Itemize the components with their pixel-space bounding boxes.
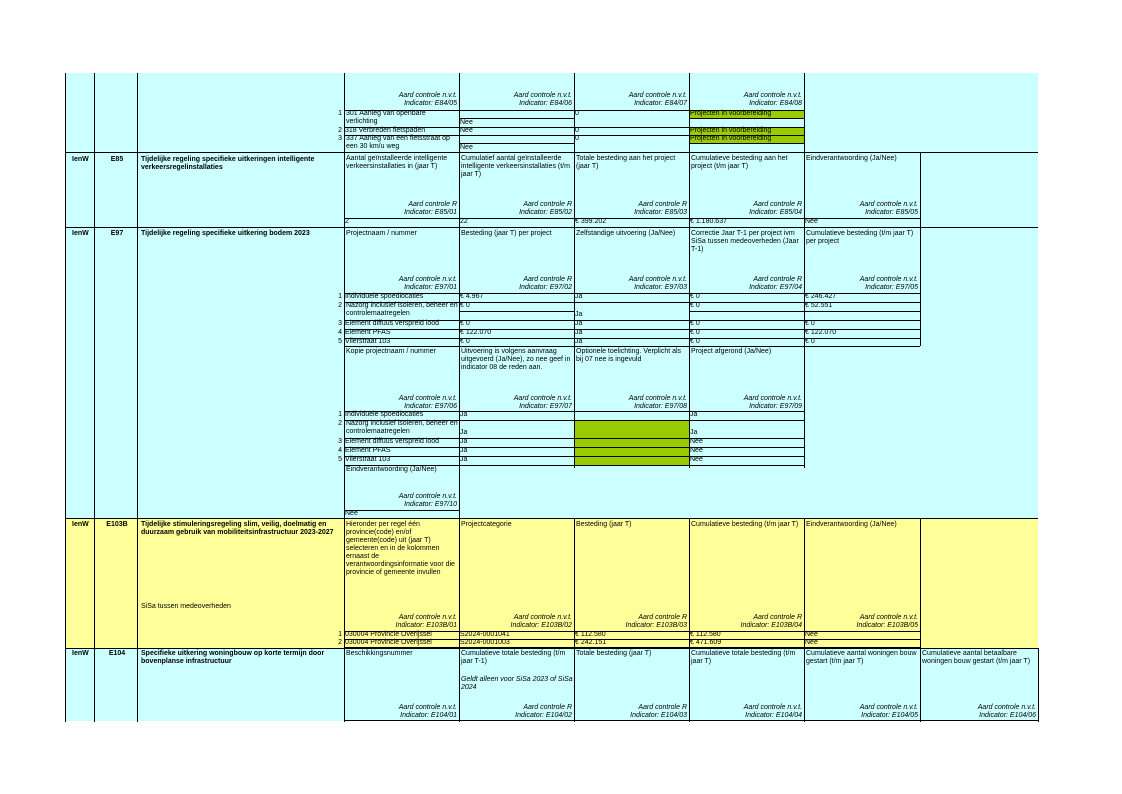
e85-value[interactable]: 22 <box>460 218 468 225</box>
e97-indicator-code: Indicator: E97/08 <box>634 403 687 410</box>
e97-value[interactable]: Ja <box>575 329 583 336</box>
e104-indicator-code: Indicator: E104/05 <box>861 712 918 719</box>
grid-hline <box>459 143 574 144</box>
e103b-indicator-code: Indicator: E103B/01 <box>395 622 457 629</box>
row-number: 3 <box>338 438 342 445</box>
e85-indicator-code: Indicator: E85/03 <box>634 209 687 216</box>
e97-value[interactable]: Ja <box>690 411 698 418</box>
e103b-value[interactable]: Nee <box>805 631 818 638</box>
row-number: 2 <box>338 127 342 134</box>
section-divider <box>65 648 1038 649</box>
e84-project-name[interactable]: 318 Verbreden fietspaden <box>345 127 426 134</box>
row-number: 3 <box>338 320 342 327</box>
e97-indicator-code: Indicator: E97/06 <box>404 403 457 410</box>
e104-indicator-code: Indicator: E104/06 <box>979 712 1036 719</box>
e103b-column-header: Projectcategorie <box>461 521 512 528</box>
dept-code: IenW <box>72 230 89 237</box>
regulation-code: E85 <box>110 156 124 163</box>
e84-indicator-aard: Aard controle n.v.t. <box>628 92 687 99</box>
e97-value[interactable]: Nee <box>690 456 703 463</box>
e85-column-header: Cumulatief aantal geïnstalleerde intelligente verkeersinstallaties (t/m jaar T) <box>461 155 572 178</box>
e84-project-name[interactable]: 337 Aanleg van een fietsstraat op een 30 km/u weg <box>346 135 452 150</box>
e104-indicator-code: Indicator: E104/02 <box>515 712 572 719</box>
e97-value[interactable]: € 0 <box>690 329 700 336</box>
e103b-column-header: Hieronder per regel één provincie(code) en/of gemeente(code) uit (jaar T) selecteren en in de kolommen ernaast de verantwoordingsinformatie voor die provincie of gemeente invullen <box>346 521 457 576</box>
grid-vline <box>1038 648 1039 722</box>
e97-value[interactable]: Nee <box>690 438 703 445</box>
e97-eind-label: Eindverantwoording (Ja/Nee) <box>346 466 437 473</box>
e97-indicator-aard: Aard controle n.v.t. <box>628 276 687 283</box>
e103b-value[interactable]: Nee <box>805 639 818 646</box>
e85-value[interactable]: € 399.202 <box>575 218 607 225</box>
e103b-indicator-aard: Aard controle n.v.t. <box>859 614 918 621</box>
e104-indicator-code: Indicator: E104/01 <box>400 712 457 719</box>
grid-hline <box>344 647 920 648</box>
e97-value[interactable]: € 122.070 <box>460 329 492 336</box>
grid-hline <box>689 143 804 144</box>
e103b-indicator-aard: Aard controle n.v.t. <box>513 614 572 621</box>
e97-value[interactable]: Ja <box>460 429 468 436</box>
dept-code: IenW <box>72 156 89 163</box>
row-number: 4 <box>338 329 342 336</box>
e103b-value[interactable]: S2024-0001041 <box>460 631 510 638</box>
e84-indicator-aard: Aard controle n.v.t. <box>513 92 572 99</box>
e104-indicator-aard: Aard controle n.v.t. <box>859 704 918 711</box>
regulation-code: E97 <box>110 230 124 237</box>
e97-indicator-aard: Aard controle n.v.t. <box>398 276 457 283</box>
e85-indicator-aard: Aard controle R <box>408 201 457 208</box>
e84-indicator-code: Indicator: E84/05 <box>404 100 457 107</box>
e85-indicator-code: Indicator: E85/02 <box>519 209 572 216</box>
e104-indicator-aard: Aard controle n.v.t. <box>743 704 802 711</box>
e104-indicator-aard: Aard controle R <box>638 704 687 711</box>
regulation-title: Tijdelijke regeling specifieke uitkeringen intelligente verkeersregelinstallaties <box>141 156 317 171</box>
e103b-indicator-aard: Aard controle R <box>753 614 802 621</box>
grid-vline <box>804 73 805 152</box>
dept-code: IenW <box>72 521 89 528</box>
e97-indicator-aard: Aard controle n.v.t. <box>743 395 802 402</box>
e97-column-header: Projectnaam / nummer <box>346 230 417 237</box>
grid-hline <box>459 118 574 119</box>
e97-project-name[interactable]: Nazorg inclusief isoleren, beheer en controlemaatregelen <box>346 420 460 435</box>
e103b-value[interactable]: € 112.580 <box>690 631 721 638</box>
e103b-indicator-code: Indicator: E103B/03 <box>625 622 687 629</box>
e97-indicator-aard: Aard controle n.v.t. <box>398 395 457 402</box>
e97-project-name[interactable]: Element diffuus verspreid lood <box>345 438 440 445</box>
grid-vline <box>459 465 460 518</box>
e97-indicator-code: Indicator: E97/03 <box>634 284 687 291</box>
e97-indicator-code: Indicator: E97/09 <box>749 403 802 410</box>
e85-value[interactable]: Nee <box>805 218 818 225</box>
e97-column-header: Project afgerond (Ja/Nee) <box>691 348 772 355</box>
e97-project-name[interactable]: Individuele spoedlocaties <box>345 293 424 300</box>
e103b-value[interactable]: € 112.580 <box>575 631 606 638</box>
e104-note: Geldt alleen voor SiSa 2023 of SiSa 2024 <box>461 676 575 691</box>
e103b-value[interactable]: € 242.151 <box>575 639 607 646</box>
e97-column-header: Optionele toelichting. Verplicht als bij 07 nee is ingevuld <box>576 348 684 363</box>
e97-eind-value[interactable]: Nee <box>345 510 358 517</box>
e104-column-header: Cumulatieve totale besteding (t/m jaar T) <box>691 650 798 665</box>
row-number: 2 <box>338 302 342 309</box>
e84-project-name[interactable]: 301 Aanleg van openbare verlichting <box>346 110 428 125</box>
e97-column-header: Uitvoering is volgens aanvraag uitgevoerd (Ja/Nee), zo nee geef in indicator 08 de reden aan. <box>461 348 573 371</box>
e84-indicator-code: Indicator: E84/07 <box>634 100 687 107</box>
row-number: 5 <box>338 456 342 463</box>
row-number: 1 <box>338 293 342 300</box>
sheet-left-border <box>65 73 66 722</box>
e85-column-header: Eindverantwoording (Ja/Nee) <box>806 155 897 162</box>
e97-indicator-code: Indicator: E97/01 <box>404 284 457 291</box>
regulation-code: E103B <box>106 521 128 528</box>
e97-indicator-aard: Aard controle R <box>753 276 802 283</box>
e104-column-header: Beschikkingsnummer <box>346 650 413 657</box>
e97-value[interactable]: Ja <box>460 447 468 454</box>
column-divider <box>137 73 138 722</box>
sisa-label: SiSa tussen medeoverheden <box>141 603 231 610</box>
e85-indicator-aard: Aard controle n.v.t. <box>859 201 918 208</box>
row-number: 1 <box>338 110 342 117</box>
e104-indicator-aard: Aard controle n.v.t. <box>398 704 457 711</box>
grid-hline <box>689 118 804 119</box>
e84-indicator-aard: Aard controle n.v.t. <box>398 92 457 99</box>
e84-indicator-code: Indicator: E84/08 <box>749 100 802 107</box>
e97-column-header: Zelfstandige uitvoering (Ja/Nee) <box>576 230 676 237</box>
e103b-column-header: Cumulatieve besteding (t/m jaar T) <box>691 521 799 528</box>
e97-value[interactable]: Ja <box>460 438 468 445</box>
dept-code: IenW <box>72 650 89 657</box>
e97-value[interactable]: € 0 <box>460 320 470 327</box>
e97-value[interactable]: € 52.551 <box>805 302 833 309</box>
e84-value[interactable]: Nee <box>460 144 473 151</box>
e97-value[interactable]: Ja <box>575 338 583 345</box>
e84-value[interactable]: 0 <box>575 110 579 117</box>
e84-value[interactable]: 0 <box>575 135 579 142</box>
e85-value[interactable]: € 1.180.637 <box>690 218 727 225</box>
e97-value[interactable]: € 0 <box>460 302 470 309</box>
e104-indicator-code: Indicator: E104/03 <box>630 712 687 719</box>
e97-value[interactable]: Ja <box>575 311 583 318</box>
e85-indicator-code: Indicator: E85/01 <box>404 209 457 216</box>
e104-column-header: Cumulatieve totale besteding (t/m jaar T-1) <box>461 650 568 665</box>
e103b-indicator-aard: Aard controle R <box>638 614 687 621</box>
e97-column-header: Cumulatieve besteding (t/m jaar T) per project <box>806 230 916 245</box>
e97-value[interactable]: € 0 <box>690 293 700 300</box>
row-number: 1 <box>338 411 342 418</box>
e97-value[interactable]: Nee <box>690 447 703 454</box>
e85-indicator-aard: Aard controle R <box>638 201 687 208</box>
grid-hline <box>344 720 1038 721</box>
e103b-indicator-code: Indicator: E103B/02 <box>510 622 572 629</box>
section-divider <box>65 518 1038 519</box>
regulation-title: Tijdelijke stimuleringsregeling slim, veilig, doelmatig en duurzaam gebruik van mobiliteitsinfrastructuur 2023-2027 <box>141 521 334 536</box>
e85-indicator-aard: Aard controle R <box>753 201 802 208</box>
row-number: 2 <box>338 639 342 646</box>
e103b-organisation[interactable]: 030004 Provincie Overijssel <box>345 639 432 646</box>
grid-hline <box>344 346 920 347</box>
e103b-value[interactable]: € 471.609 <box>690 639 722 646</box>
e103b-column-header: Eindverantwoording (Ja/Nee) <box>806 521 897 528</box>
section-e84-block <box>65 73 1038 152</box>
e97-indicator-aard: Aard controle n.v.t. <box>859 276 918 283</box>
e103b-value[interactable]: S2024-0001003 <box>460 639 510 646</box>
row-number: 5 <box>338 338 342 345</box>
e85-indicator-aard: Aard controle R <box>523 201 572 208</box>
e103b-column-header: Besteding (jaar T) <box>576 521 632 528</box>
e97-value[interactable]: Ja <box>460 411 468 418</box>
e97-indicator-aard: Aard controle n.v.t. <box>513 395 572 402</box>
e103b-indicator-code: Indicator: E103B/05 <box>856 622 918 629</box>
e84-status[interactable]: Projecten in voorbereiding <box>690 110 772 117</box>
e104-column-header: Cumulatieve aantal betaalbare woningen bouw gestart (t/m jaar T) <box>922 650 1031 665</box>
e85-column-header: Aantal geïnstalleerde intelligente verkeersinstallaties in (jaar T) <box>346 155 450 170</box>
e104-indicator-code: Indicator: E104/04 <box>745 712 802 719</box>
e97-indicator-aard: Aard controle n.v.t. <box>628 395 687 402</box>
e97-indicator-code: Indicator: E97/05 <box>865 284 918 291</box>
e97-indicator-code: Indicator: E97/04 <box>749 284 802 291</box>
green-highlight-cell <box>575 421 689 465</box>
section-divider <box>65 227 1038 228</box>
grid-vline <box>804 346 805 468</box>
e104-indicator-aard: Aard controle R <box>523 704 572 711</box>
e97-value[interactable]: € 0 <box>690 302 700 309</box>
e97-column-header: Besteding (jaar T) per project <box>461 230 552 237</box>
e85-column-header: Totale besteding aan het project (jaar T) <box>576 155 678 170</box>
row-number: 1 <box>338 631 342 638</box>
e97-value[interactable]: € 246.427 <box>805 293 837 300</box>
e97-project-name[interactable]: Element diffuus verspreid lood <box>345 320 440 327</box>
e97-value[interactable]: € 4.967 <box>460 293 484 300</box>
e97-project-name[interactable]: Nazorg inclusief isoleren, beheer en controlemaatregelen <box>346 302 460 317</box>
regulation-title: Specifieke uitkering woningbouw op korte termijn door bovenplanse infrastructuur <box>141 650 327 665</box>
e97-indicator-code: Indicator: E97/07 <box>519 403 572 410</box>
e85-column-header: Cumulatieve besteding aan het project (t/m jaar T) <box>691 155 790 170</box>
e84-value[interactable]: Nee <box>460 127 473 134</box>
e97-column-header: Correctie Jaar T-1 per project ivm SiSa tussen medeoverheden (Jaar T-1) <box>691 230 801 253</box>
e97-indicator-aard: Aard controle R <box>523 276 572 283</box>
row-number: 2 <box>338 420 342 427</box>
grid-vline <box>920 518 921 648</box>
grid-vline <box>920 152 921 227</box>
e84-value[interactable]: Nee <box>460 119 473 126</box>
row-number: 3 <box>338 135 342 142</box>
regulation-title: Tijdelijke regeling specifieke uitkering bodem 2023 <box>141 230 310 237</box>
e84-status[interactable]: Projecten in voorbereiding <box>690 127 772 134</box>
grid-hline <box>459 311 574 312</box>
e84-status[interactable]: Projecten in voorbereiding <box>690 135 772 142</box>
e97-project-name[interactable]: Vlierstraat 103 <box>345 456 391 463</box>
e97-value[interactable]: Ja <box>575 293 583 300</box>
e97-indicator-code: Indicator: E97/02 <box>519 284 572 291</box>
grid-hline <box>689 311 920 312</box>
e104-column-header: Totale besteding (jaar T) <box>576 650 652 657</box>
e97-eind-aard: Aard controle n.v.t. <box>398 493 457 500</box>
e84-value[interactable]: 0 <box>575 127 579 134</box>
e97-value[interactable]: € 0 <box>805 320 815 327</box>
e104-indicator-aard: Aard controle n.v.t. <box>977 704 1036 711</box>
column-divider <box>94 73 95 722</box>
e85-indicator-code: Indicator: E85/04 <box>749 209 802 216</box>
e97-value[interactable]: Ja <box>690 429 698 436</box>
e97-column-header: Kopie projectnaam / nummer <box>346 348 436 355</box>
e97-value[interactable]: Ja <box>460 456 468 463</box>
e103b-indicator-aard: Aard controle n.v.t. <box>398 614 457 621</box>
e97-value[interactable]: € 0 <box>460 338 470 345</box>
regulation-code: E104 <box>108 650 126 657</box>
row-number: 4 <box>338 447 342 454</box>
e97-project-name[interactable]: Element PFAS <box>345 329 391 336</box>
e97-project-name[interactable]: Vlierstraat 103 <box>345 338 391 345</box>
e97-value[interactable]: € 0 <box>690 320 700 327</box>
e97-value[interactable]: € 122.070 <box>805 329 837 336</box>
e97-value[interactable]: € 0 <box>805 338 815 345</box>
e85-value[interactable]: 2 <box>345 218 349 225</box>
e103b-indicator-code: Indicator: E103B/04 <box>740 622 802 629</box>
e84-indicator-aard: Aard controle n.v.t. <box>743 92 802 99</box>
grid-vline <box>920 227 921 346</box>
e97-eind-code: Indicator: E97/10 <box>404 501 457 508</box>
e97-project-name[interactable]: Individuele spoedlocaties <box>345 411 424 418</box>
grid-vline <box>459 73 460 152</box>
e103b-organisation[interactable]: 030004 Provincie Overijssel <box>345 631 432 638</box>
e97-project-name[interactable]: Element PFAS <box>345 447 391 454</box>
e97-value[interactable]: Ja <box>575 320 583 327</box>
e84-indicator-code: Indicator: E84/06 <box>519 100 572 107</box>
e104-column-header: Cumulatieve aantal woningen bouw gestart (t/m jaar T) <box>806 650 919 665</box>
e85-indicator-code: Indicator: E85/05 <box>865 209 918 216</box>
e97-value[interactable]: € 0 <box>690 338 700 345</box>
